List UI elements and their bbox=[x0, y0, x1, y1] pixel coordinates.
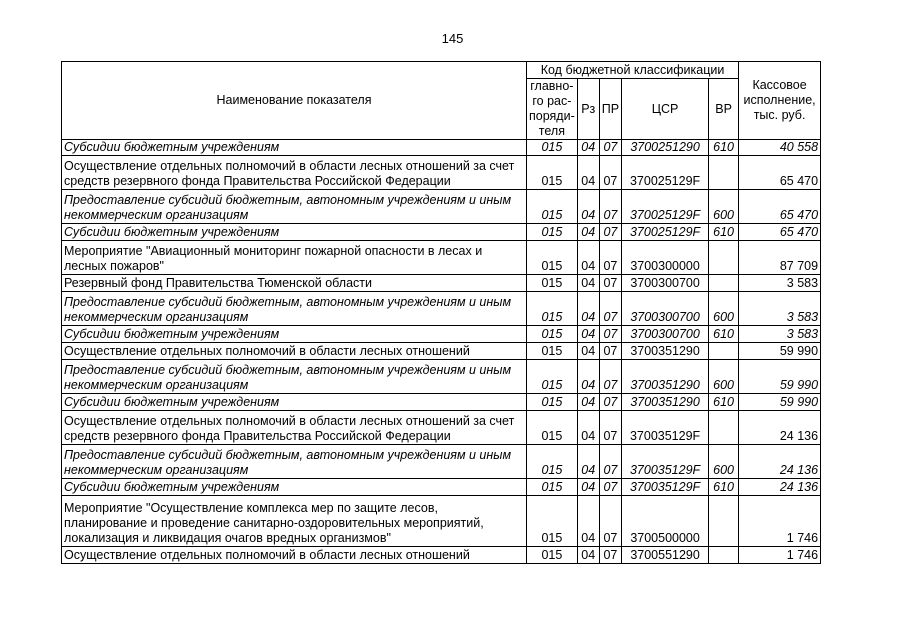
table-row bbox=[62, 411, 821, 445]
table-row bbox=[62, 275, 821, 292]
cell-vr bbox=[709, 241, 739, 275]
cell-rz: 04 bbox=[577, 479, 599, 496]
cell-glavn: 015 bbox=[527, 445, 578, 479]
cell-pr: 07 bbox=[599, 547, 621, 564]
row-name: Осуществление отдельных полномочий в области лесных отношений за счет средств резервного фонда Правительства Российской Федерации bbox=[62, 411, 527, 445]
cell-amount: 1 746 bbox=[739, 496, 821, 547]
cell-csr: 370035129F bbox=[622, 445, 709, 479]
table-row bbox=[62, 343, 821, 360]
cell-glavn: 015 bbox=[527, 292, 578, 326]
row-name: Субсидии бюджетным учреждениям bbox=[62, 326, 527, 343]
table-row bbox=[62, 190, 821, 224]
cell-amount: 65 470 bbox=[739, 156, 821, 190]
row-name: Субсидии бюджетным учреждениям bbox=[62, 394, 527, 411]
cell-glavn: 015 bbox=[527, 547, 578, 564]
row-name: Резервный фонд Правительства Тюменской области bbox=[62, 275, 527, 292]
table-row bbox=[62, 445, 821, 479]
cell-glavn: 015 bbox=[527, 394, 578, 411]
cell-amount: 65 470 bbox=[739, 190, 821, 224]
cell-vr: 610 bbox=[709, 479, 739, 496]
cell-pr: 07 bbox=[599, 275, 621, 292]
cell-pr: 07 bbox=[599, 445, 621, 479]
header-name: Наименование показателя bbox=[62, 62, 527, 140]
cell-glavn: 015 bbox=[527, 156, 578, 190]
row-name: Осуществление отдельных полномочий в области лесных отношений bbox=[62, 343, 527, 360]
cell-rz: 04 bbox=[577, 343, 599, 360]
header-amount: Кассовое исполнение, тыс. руб. bbox=[739, 62, 821, 140]
cell-amount: 1 746 bbox=[739, 547, 821, 564]
cell-glavn: 015 bbox=[527, 360, 578, 394]
cell-vr: 600 bbox=[709, 292, 739, 326]
cell-rz: 04 bbox=[577, 360, 599, 394]
row-name: Предоставление субсидий бюджетным, автономным учреждениям и иным некоммерческим организациям bbox=[62, 360, 527, 394]
cell-vr: 600 bbox=[709, 360, 739, 394]
cell-glavn: 015 bbox=[527, 140, 578, 156]
cell-vr: 610 bbox=[709, 224, 739, 241]
page-number: 145 bbox=[441, 31, 464, 46]
cell-vr: 610 bbox=[709, 326, 739, 343]
cell-pr: 07 bbox=[599, 394, 621, 411]
cell-csr: 370035129F bbox=[622, 411, 709, 445]
cell-amount: 3 583 bbox=[739, 275, 821, 292]
cell-rz: 04 bbox=[577, 496, 599, 547]
cell-pr: 07 bbox=[599, 241, 621, 275]
header-vr: ВР bbox=[709, 79, 739, 140]
table-row bbox=[62, 394, 821, 411]
row-name: Осуществление отдельных полномочий в области лесных отношений bbox=[62, 547, 527, 564]
cell-pr: 07 bbox=[599, 479, 621, 496]
cell-amount: 59 990 bbox=[739, 360, 821, 394]
cell-rz: 04 bbox=[577, 224, 599, 241]
cell-csr: 3700500000 bbox=[622, 496, 709, 547]
table-row bbox=[62, 241, 821, 275]
cell-glavn: 015 bbox=[527, 275, 578, 292]
cell-csr: 3700351290 bbox=[622, 394, 709, 411]
row-name: Осуществление отдельных полномочий в области лесных отношений за счет средств резервного фонда Правительства Российской Федерации bbox=[62, 156, 527, 190]
cell-rz: 04 bbox=[577, 190, 599, 224]
cell-glavn: 015 bbox=[527, 190, 578, 224]
cell-vr bbox=[709, 156, 739, 190]
row-name: Предоставление субсидий бюджетным, автономным учреждениям и иным некоммерческим организациям bbox=[62, 445, 527, 479]
table-row bbox=[62, 224, 821, 241]
cell-pr: 07 bbox=[599, 360, 621, 394]
cell-pr: 07 bbox=[599, 140, 621, 156]
cell-rz: 04 bbox=[577, 156, 599, 190]
cell-glavn: 015 bbox=[527, 496, 578, 547]
cell-rz: 04 bbox=[577, 547, 599, 564]
header-csr: ЦСР bbox=[622, 79, 709, 140]
cell-csr: 3700251290 bbox=[622, 140, 709, 156]
table-row bbox=[62, 292, 821, 326]
cell-vr bbox=[709, 411, 739, 445]
cell-csr: 370025129F bbox=[622, 190, 709, 224]
cell-rz: 04 bbox=[577, 241, 599, 275]
header-glavn: главно-го рас-поряди-теля bbox=[527, 79, 578, 140]
budget-table bbox=[61, 61, 821, 564]
row-name: Субсидии бюджетным учреждениям bbox=[62, 224, 527, 241]
table-row bbox=[62, 360, 821, 394]
cell-csr: 3700551290 bbox=[622, 547, 709, 564]
cell-pr: 07 bbox=[599, 292, 621, 326]
cell-vr: 610 bbox=[709, 394, 739, 411]
cell-pr: 07 bbox=[599, 190, 621, 224]
cell-rz: 04 bbox=[577, 445, 599, 479]
cell-rz: 04 bbox=[577, 140, 599, 156]
header-pr: ПР bbox=[599, 79, 621, 140]
cell-vr: 600 bbox=[709, 445, 739, 479]
cell-amount: 3 583 bbox=[739, 292, 821, 326]
header-code-group: Код бюджетной классификации bbox=[527, 62, 739, 79]
cell-pr: 07 bbox=[599, 326, 621, 343]
cell-glavn: 015 bbox=[527, 343, 578, 360]
header-rz: Рз bbox=[577, 79, 599, 140]
cell-pr: 07 bbox=[599, 224, 621, 241]
cell-glavn: 015 bbox=[527, 411, 578, 445]
cell-csr: 3700300700 bbox=[622, 292, 709, 326]
cell-rz: 04 bbox=[577, 326, 599, 343]
cell-csr: 370035129F bbox=[622, 479, 709, 496]
table-row bbox=[62, 547, 821, 564]
cell-amount: 59 990 bbox=[739, 394, 821, 411]
cell-csr: 3700300700 bbox=[622, 326, 709, 343]
cell-vr: 600 bbox=[709, 190, 739, 224]
row-name: Предоставление субсидий бюджетным, автономным учреждениям и иным некоммерческим организациям bbox=[62, 190, 527, 224]
cell-amount: 40 558 bbox=[739, 140, 821, 156]
cell-pr: 07 bbox=[599, 411, 621, 445]
cell-csr: 370025129F bbox=[622, 156, 709, 190]
cell-csr: 370025129F bbox=[622, 224, 709, 241]
cell-rz: 04 bbox=[577, 411, 599, 445]
cell-amount: 65 470 bbox=[739, 224, 821, 241]
cell-amount: 24 136 bbox=[739, 445, 821, 479]
row-name: Мероприятие "Осуществление комплекса мер по защите лесов, планирование и проведение санитарно-оздоровительных мероприятий, локализация и ликвидация очагов вредных организмов" bbox=[62, 496, 527, 547]
cell-pr: 07 bbox=[599, 156, 621, 190]
cell-csr: 3700300700 bbox=[622, 275, 709, 292]
cell-pr: 07 bbox=[599, 343, 621, 360]
cell-glavn: 015 bbox=[527, 479, 578, 496]
row-name: Предоставление субсидий бюджетным, автономным учреждениям и иным некоммерческим организациям bbox=[62, 292, 527, 326]
cell-amount: 24 136 bbox=[739, 479, 821, 496]
table-row bbox=[62, 156, 821, 190]
cell-glavn: 015 bbox=[527, 326, 578, 343]
cell-amount: 24 136 bbox=[739, 411, 821, 445]
cell-csr: 3700351290 bbox=[622, 343, 709, 360]
table-row bbox=[62, 140, 821, 156]
cell-vr bbox=[709, 496, 739, 547]
cell-pr: 07 bbox=[599, 496, 621, 547]
cell-csr: 3700300000 bbox=[622, 241, 709, 275]
table-row bbox=[62, 496, 821, 547]
cell-vr: 610 bbox=[709, 140, 739, 156]
row-name: Субсидии бюджетным учреждениям bbox=[62, 140, 527, 156]
table-row bbox=[62, 479, 821, 496]
row-name: Субсидии бюджетным учреждениям bbox=[62, 479, 527, 496]
cell-glavn: 015 bbox=[527, 241, 578, 275]
cell-amount: 3 583 bbox=[739, 326, 821, 343]
cell-vr bbox=[709, 547, 739, 564]
cell-vr bbox=[709, 343, 739, 360]
cell-rz: 04 bbox=[577, 292, 599, 326]
table-row bbox=[62, 326, 821, 343]
cell-glavn: 015 bbox=[527, 224, 578, 241]
cell-vr bbox=[709, 275, 739, 292]
cell-amount: 59 990 bbox=[739, 343, 821, 360]
cell-amount: 87 709 bbox=[739, 241, 821, 275]
cell-rz: 04 bbox=[577, 394, 599, 411]
cell-csr: 3700351290 bbox=[622, 360, 709, 394]
row-name: Мероприятие "Авиационный мониторинг пожарной опасности в лесах и лесных пожаров" bbox=[62, 241, 527, 275]
cell-rz: 04 bbox=[577, 275, 599, 292]
